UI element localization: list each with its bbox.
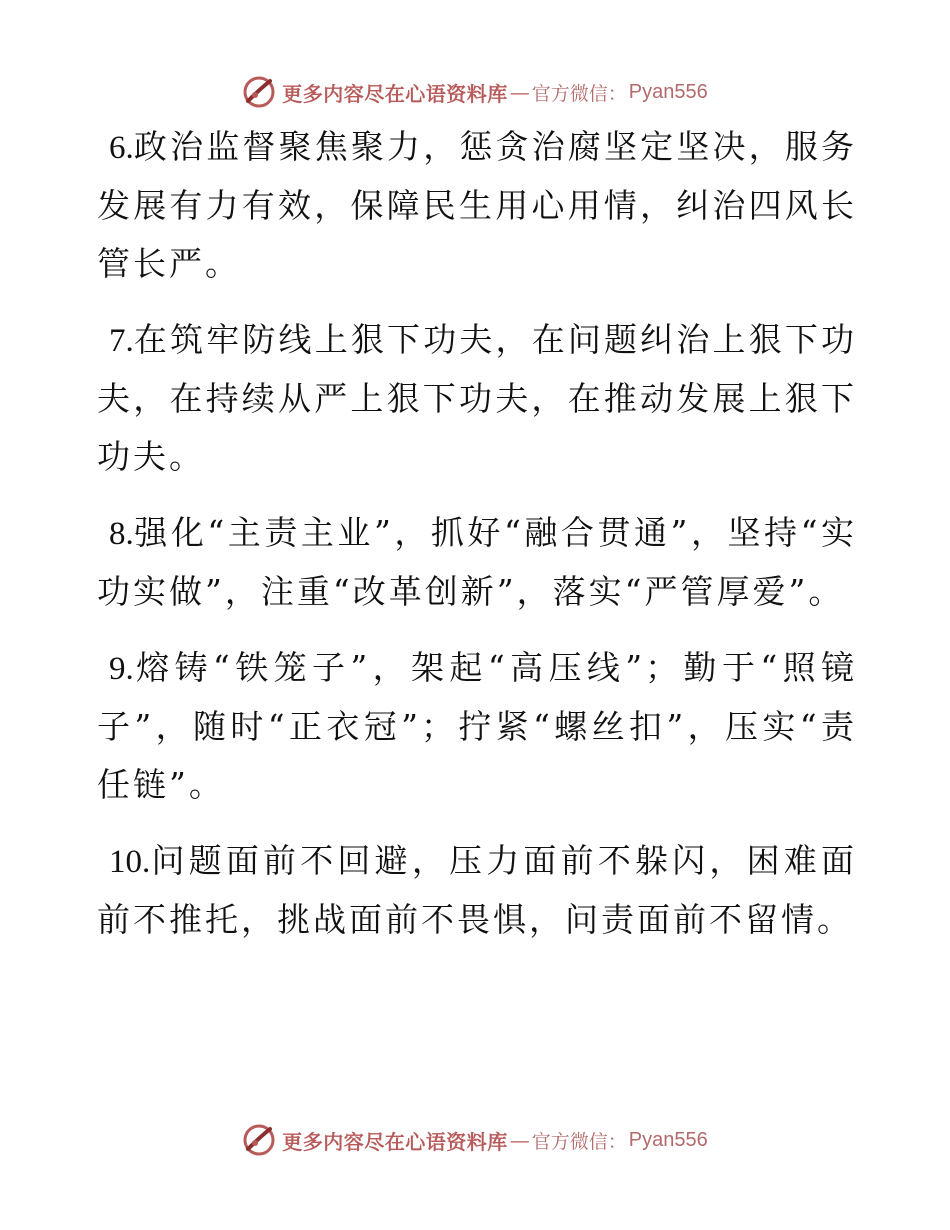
paragraph-text: 在筑牢防线上狠下功夫，在问题纠治上狠下功夫，在持续从严上狠下功夫，在推动发展上狠下功夫。	[97, 320, 857, 476]
paragraph-6	[97, 118, 857, 293]
paragraph-7	[97, 311, 857, 486]
paragraph-number: 8.	[109, 516, 134, 552]
paragraph-text: 政治监督聚焦聚力，惩贪治腐坚定坚决，服务发展有力有效，保障民生用心用情，纠治四风长管长严。	[97, 127, 857, 283]
paragraph-number: 10.	[109, 844, 151, 880]
paragraph-number: 9.	[109, 651, 134, 687]
paragraph-text: 强化“主责主业”，抓好“融合贯通”，坚持“实功实做”，注重“改革创新”，落实“严管厚爱”。	[97, 513, 857, 611]
paragraph-text: 熔铸“铁笼子”，架起“高压线”；勤于“照镜子”，随时“正衣冠”；拧紧“螺丝扣”，压实“责任链”。	[97, 648, 857, 804]
watermark-account: Pyan556	[628, 80, 708, 103]
watermark-account: Pyan556	[628, 1128, 708, 1151]
watermark-label: 官方微信：	[531, 1130, 627, 1153]
header-watermark	[0, 72, 950, 112]
footer-watermark	[0, 1120, 950, 1160]
paragraph-9	[97, 639, 857, 814]
watermark-dash: —	[509, 1128, 530, 1152]
brush-logo-icon	[242, 1123, 276, 1157]
watermark-site-text: 更多内容尽在心语资料库	[282, 1129, 508, 1154]
paragraph-number: 7.	[109, 323, 134, 359]
brush-logo-icon	[242, 75, 276, 109]
paragraph-text: 问题面前不回避，压力面前不躲闪，困难面前不推托，挑战面前不畏惧，问责面前不留情。	[97, 841, 857, 939]
watermark-label: 官方微信：	[531, 82, 627, 105]
paragraph-10	[97, 832, 857, 949]
document-body	[97, 118, 857, 967]
watermark-site-text: 更多内容尽在心语资料库	[282, 81, 508, 106]
paragraph-number: 6.	[109, 130, 134, 166]
paragraph-8	[97, 504, 857, 621]
watermark-dash: —	[509, 80, 530, 104]
